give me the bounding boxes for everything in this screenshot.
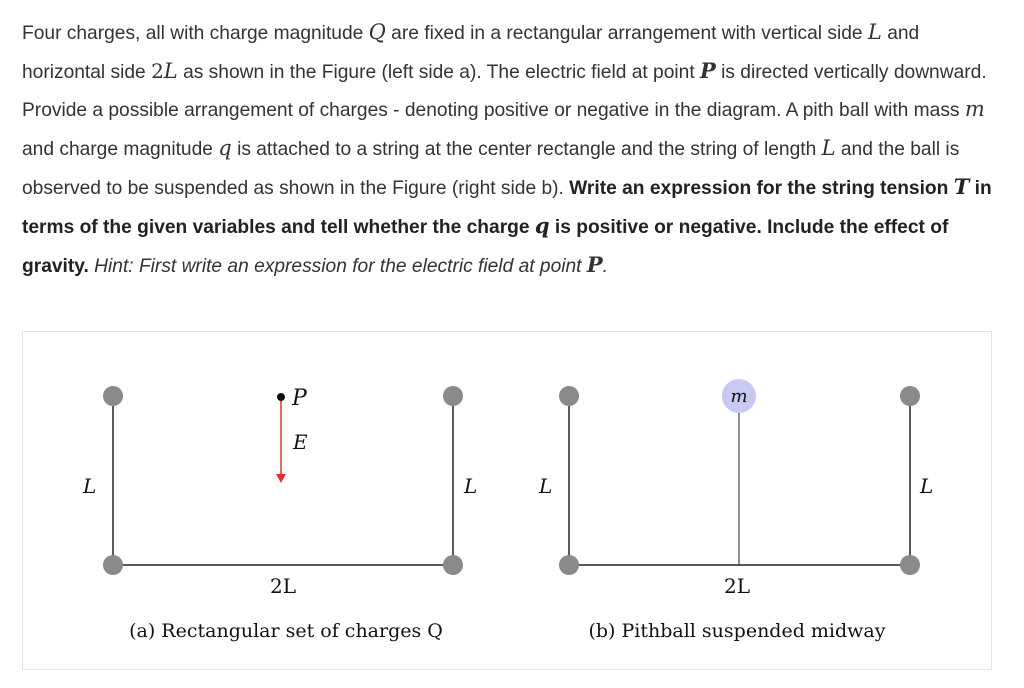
charge-b-bottom-right	[900, 555, 920, 575]
var-L: L	[867, 20, 882, 44]
e-field-arrow-icon	[276, 474, 286, 483]
caption-b: (b) Pithball suspended midway	[588, 620, 886, 642]
panel-a	[82, 386, 477, 642]
hint-text: Hint: First write an expression for the electric field at point P.	[88, 252, 608, 278]
figure-svg	[23, 332, 993, 671]
a-label-left-L: L	[83, 474, 97, 498]
problem-statement: Four charges, all with charge magnitude Q are fixed in a rectangular arrangement with vertical side L and horizontal side 2L as shown in the Figure (left side a). The electric field at point P is directed vertically downward. Provide a possible arrangement of charges - denoting positive or negative in the diagram. A pith ball with mass m and charge magnitude q is attached to a string at the center rectangle and the string of length L and the ball is observed to be suspended as shown in the Figure (right side b). Write an expression for the string tension T in terms of the given variables and tell whether the charge q is positive or negative. Include the effect of gravity. Hint: First write an expression for the electric field at point P.	[22, 20, 992, 278]
b-label-right-L: L	[920, 474, 934, 498]
charge-b-top-right	[900, 386, 920, 406]
label-m: m	[730, 386, 748, 407]
caption-a: (a) Rectangular set of charges Q	[129, 620, 443, 642]
a-label-bottom-2L: 2L	[269, 574, 297, 598]
label-E: E	[293, 430, 308, 454]
var-T: T	[953, 173, 970, 199]
charge-a-top-right	[443, 386, 463, 406]
figure-box	[22, 331, 992, 670]
var-q: q	[218, 135, 232, 160]
panel-b	[538, 379, 933, 642]
point-P-dot	[277, 393, 285, 401]
charge-a-top-left	[103, 386, 123, 406]
b-label-left-L: L	[539, 474, 553, 498]
charge-a-bottom-left	[103, 555, 123, 575]
var-Q: Q	[368, 20, 386, 44]
var-m: m	[964, 97, 985, 122]
charge-b-top-left	[559, 386, 579, 406]
a-label-right-L: L	[464, 474, 478, 498]
charge-b-bottom-left	[559, 555, 579, 575]
label-P: P	[292, 386, 307, 411]
var-P: P	[699, 58, 716, 84]
charge-a-bottom-right	[443, 555, 463, 575]
b-label-bottom-2L: 2L	[723, 574, 751, 598]
question-bold: Write an expression for the string tension T in terms of the given variables and tell whether the charge q is positive or negative. Include the effect of gravity.	[22, 173, 992, 278]
